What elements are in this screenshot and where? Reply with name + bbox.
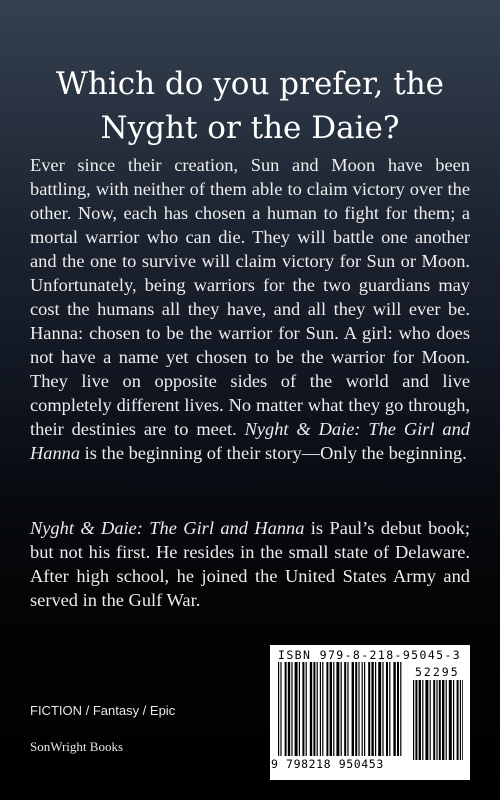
- barcode-bar: [397, 662, 399, 756]
- barcode-bar: [362, 662, 363, 756]
- publisher-name: SonWright Books: [30, 739, 124, 754]
- price-code: 52295: [415, 665, 460, 679]
- barcode-bar: [341, 662, 342, 756]
- barcode-bar: [285, 662, 287, 756]
- barcode-bar: [430, 680, 431, 760]
- barcode-bar: [278, 662, 279, 756]
- addon-barcode-bars: [413, 680, 463, 760]
- barcode-bar: [313, 662, 315, 756]
- book-title-italic: Nyght & Daie: The Girl and Hanna: [30, 419, 470, 463]
- barcode-bar: [295, 662, 298, 756]
- barcode-bar: [442, 680, 444, 760]
- barcode-bar: [457, 680, 459, 760]
- barcode-bar: [347, 662, 348, 756]
- synopsis-text: Ever since their creation, Sun and Moon have been battling, with neither of them able to claim victory over the other. Now, each has chosen a human to fight for them; a mortal warrior who can die. They will battle one another and the one to survive will claim victory for Sun or Moon. Unfortunately, being warriors for the two guardians may cost the humans all they have, and all they will ever be. Hanna: chosen to be the warrior for Sun. A girl: who does not have a name yet chosen to be the warrior for Moon. They live on opposite sides of the world and live completely different lives. No matter what they go through, their destinies are to meet.: [30, 155, 470, 439]
- isbn-label: ISBN 979-8-218-95045-3: [278, 648, 462, 662]
- synopsis-ending: is the beginning of their story—Only the beginning.: [80, 443, 467, 463]
- barcode-bar: [382, 662, 383, 756]
- barcode-bar: [317, 662, 318, 756]
- barcode-bar: [386, 662, 388, 756]
- barcode-bar: [320, 662, 321, 756]
- barcode-bar: [460, 680, 461, 760]
- headline: Which do you prefer, the Nyght or the Daie?: [56, 66, 444, 146]
- barcode-bar: [358, 662, 359, 756]
- barcode-bar: [425, 680, 428, 760]
- synopsis-blurb: [30, 153, 470, 465]
- barcode-bar: [355, 662, 357, 756]
- barcode-bar: [453, 680, 454, 760]
- barcode-bar: [280, 662, 281, 756]
- barcode-bar: [302, 662, 304, 756]
- barcode-bar: [310, 662, 312, 756]
- barcode-bar: [449, 680, 452, 760]
- barcode-bar: [288, 662, 290, 756]
- author-bio: [30, 516, 470, 612]
- barcode-bar: [415, 680, 417, 760]
- barcode-bar: [413, 680, 414, 760]
- barcode-bar: [371, 662, 373, 756]
- barcode-bar: [436, 680, 437, 760]
- barcode-bar: [368, 662, 370, 756]
- barcode-bar: [439, 680, 441, 760]
- genre-label: FICTION / Fantasy / Epic: [30, 703, 176, 718]
- barcode-bar: [330, 662, 332, 756]
- isbn-barcode: [270, 645, 470, 780]
- barcode-bar: [393, 662, 395, 756]
- barcode-bar: [336, 662, 339, 756]
- barcode-bar: [291, 662, 292, 756]
- book-title-italic: Nyght & Daie: The Girl and Hanna: [30, 518, 305, 538]
- barcode-bar: [306, 662, 307, 756]
- barcode-bar: [433, 680, 435, 760]
- barcode-digits: 9 798218 950453: [271, 757, 384, 771]
- barcode-bar: [419, 680, 421, 760]
- ean-barcode-bars: [278, 662, 402, 756]
- barcode-bar: [375, 662, 376, 756]
- barcode-bar: [389, 662, 390, 756]
- barcode-bar: [378, 662, 381, 756]
- barcode-bar: [400, 662, 401, 756]
- author-bio-text: is Paul’s debut book; but not his first. He resides in the small state of Delaware. After high school, he joined the United States Army and served in the Gulf War.: [30, 518, 470, 610]
- barcode-bar: [446, 680, 447, 760]
- barcode-bar: [326, 662, 328, 756]
- barcode-bar: [462, 680, 463, 760]
- barcode-bar: [344, 662, 346, 756]
- barcode-bar: [322, 662, 323, 756]
- barcode-bar: [333, 662, 334, 756]
- barcode-bar: [352, 662, 354, 756]
- barcode-bar: [422, 680, 423, 760]
- barcode-bar: [299, 662, 300, 756]
- barcode-bar: [364, 662, 365, 756]
